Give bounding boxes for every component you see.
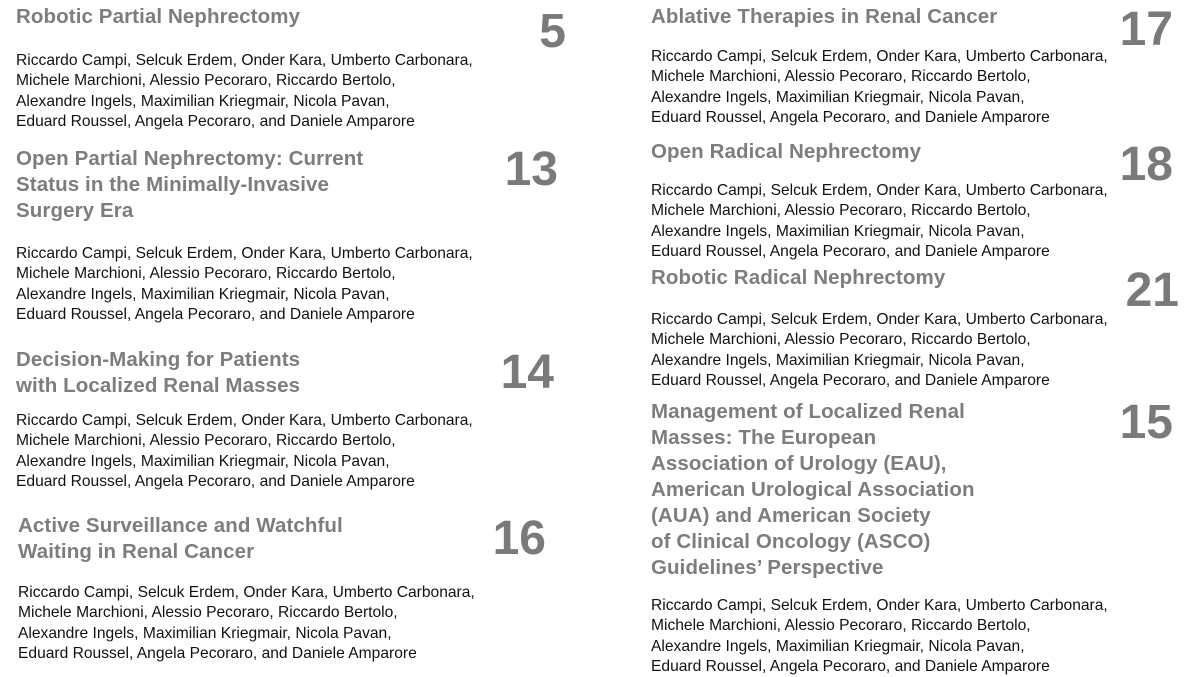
chapter-authors: Riccardo Campi, Selcuk Erdem, Onder Kara, Umberto Carbonara, Michele Marchioni, Alessio Pecoraro, Riccardo Bertolo, Alexandre Ingels, Maximilian Kriegmair, Nicola Pavan, Eduard Roussel, Angela Pecoraro, and Daniele Amparore [651,182,1108,260]
chapter-authors: Riccardo Campi, Selcuk Erdem, Onder Kara, Umberto Carbonara, Michele Marchioni, Alessio Pecoraro, Riccardo Bertolo, Alexandre Ingels, Maximilian Kriegmair, Nicola Pavan, Eduard Roussel, Angela Pecoraro, and Daniele Amparore [16,412,473,490]
chapter-authors: Riccardo Campi, Selcuk Erdem, Onder Kara, Umberto Carbonara, Michele Marchioni, Alessio Pecoraro, Riccardo Bertolo, Alexandre Ingels, Maximilian Kriegmair, Nicola Pavan, Eduard Roussel, Angela Pecoraro, and Daniele Amparore [651,311,1108,389]
chapter-title[interactable]: Robotic Radical Nephrectomy [651,266,946,289]
page-number: 17 [1119,3,1173,56]
chapter-authors: Riccardo Campi, Selcuk Erdem, Onder Kara, Umberto Carbonara, Michele Marchioni, Alessio Pecoraro, Riccardo Bertolo, Alexandre Ingels, Maximilian Kriegmair, Nicola Pavan, Eduard Roussel, Angela Pecoraro, and Daniele Amparore [16,245,473,323]
chapter-authors: Riccardo Campi, Selcuk Erdem, Onder Kara, Umberto Carbonara, Michele Marchioni, Alessio Pecoraro, Riccardo Bertolo, Alexandre Ingels, Maximilian Kriegmair, Nicola Pavan, Eduard Roussel, Angela Pecoraro, and Daniele Amparore [18,584,475,662]
chapter-authors: Riccardo Campi, Selcuk Erdem, Onder Kara, Umberto Carbonara, Michele Marchioni, Alessio Pecoraro, Riccardo Bertolo, Alexandre Ingels, Maximilian Kriegmair, Nicola Pavan, Eduard Roussel, Angela Pecoraro, and Daniele Amparore [651,597,1108,675]
chapter-title[interactable]: Management of Localized Renal Masses: The European Association of Urology (EAU), American Urological Association (AUA) and American Society of Clinical Oncology (ASCO) Guidelines’ Perspective [651,400,975,579]
page-number: 13 [504,143,558,196]
chapter-title[interactable]: Open Partial Nephrectomy: Current Status in the Minimally-Invasive Surgery Era [16,147,364,222]
toc-column-right [651,0,1191,675]
chapter-authors: Riccardo Campi, Selcuk Erdem, Onder Kara, Umberto Carbonara, Michele Marchioni, Alessio Pecoraro, Riccardo Bertolo, Alexandre Ingels, Maximilian Kriegmair, Nicola Pavan, Eduard Roussel, Angela Pecoraro, and Daniele Amparore [651,48,1108,126]
page-number: 16 [492,512,546,565]
page-number: 15 [1119,396,1173,449]
chapter-title[interactable]: Ablative Therapies in Renal Cancer [651,5,998,28]
page-number: 21 [1125,264,1179,317]
chapter-authors: Riccardo Campi, Selcuk Erdem, Onder Kara, Umberto Carbonara, Michele Marchioni, Alessio Pecoraro, Riccardo Bertolo, Alexandre Ingels, Maximilian Kriegmair, Nicola Pavan, Eduard Roussel, Angela Pecoraro, and Daniele Amparore [16,52,473,130]
chapter-title[interactable]: Decision-Making for Patients with Localized Renal Masses [16,348,301,397]
page-number: 5 [539,5,566,58]
chapter-title[interactable]: Open Radical Nephrectomy [651,140,922,163]
chapter-title[interactable]: Active Surveillance and Watchful Waiting in Renal Cancer [18,514,343,563]
page-number: 14 [500,346,554,399]
toc-column-left [16,0,576,675]
chapter-title[interactable]: Robotic Partial Nephrectomy [16,5,301,28]
page-number: 18 [1119,138,1173,191]
